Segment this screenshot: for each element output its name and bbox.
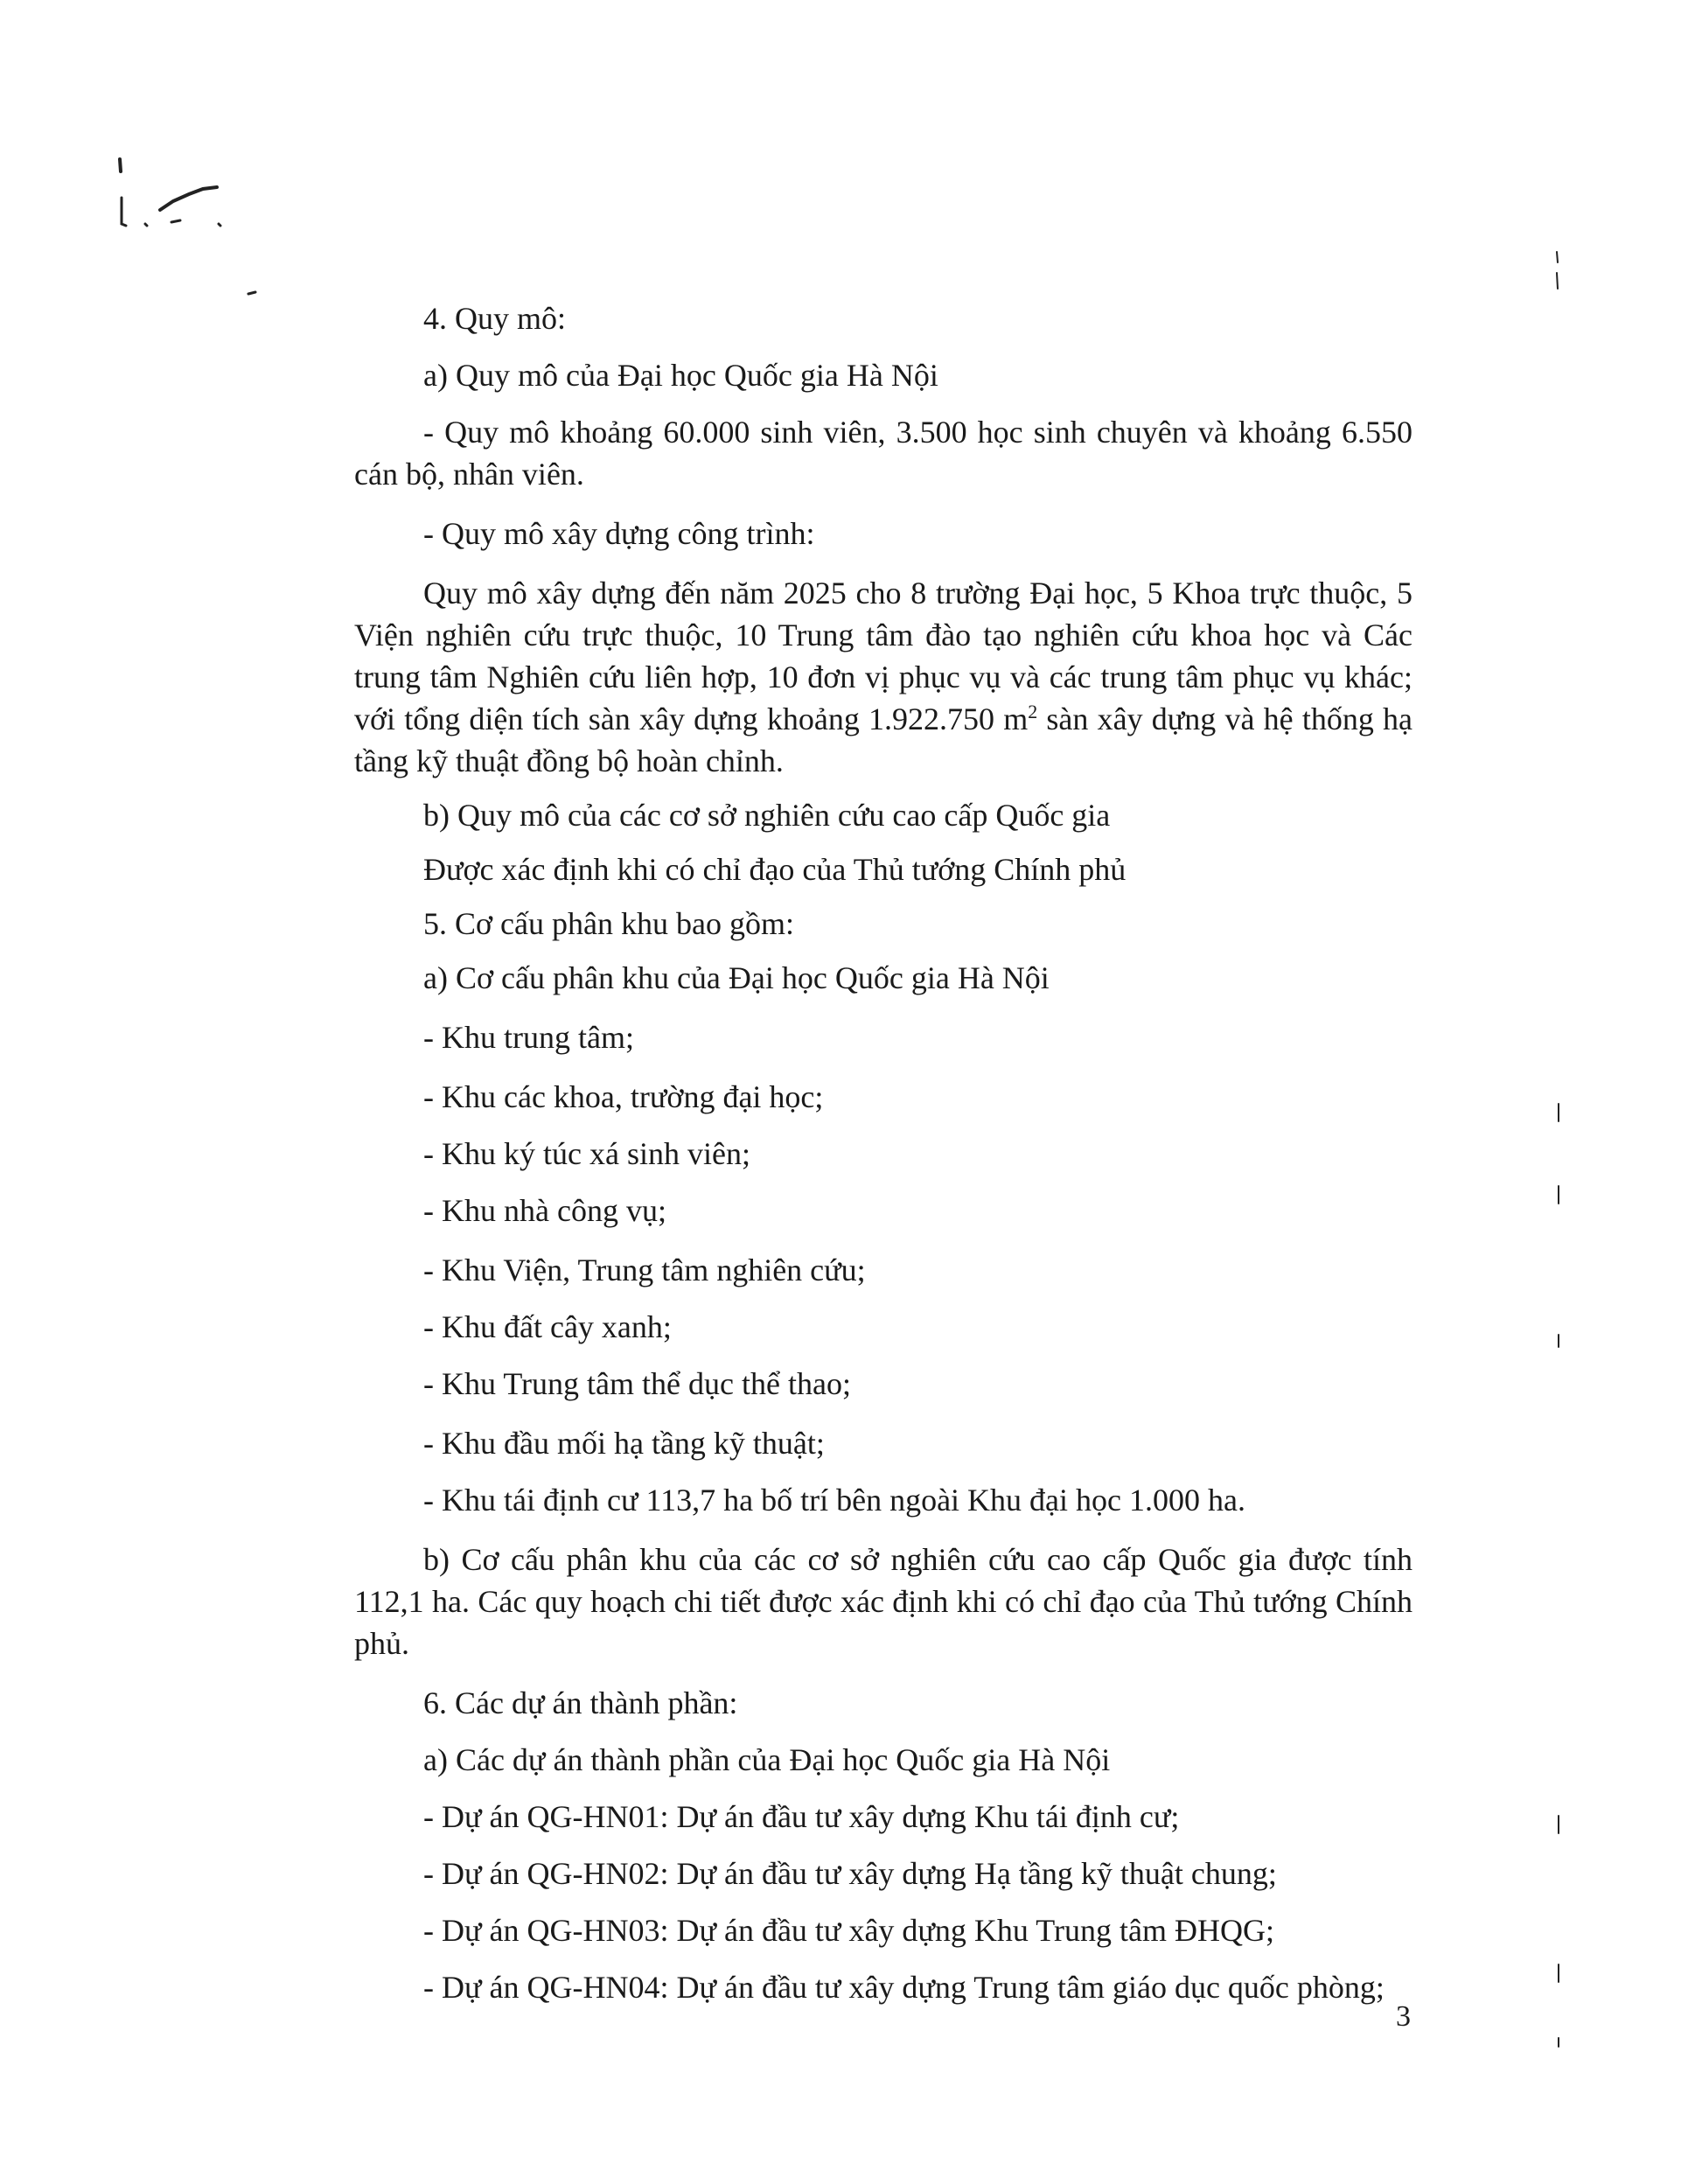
list-item-project: - Dự án QG-HN03: Dự án đầu tư xây dựng Khu Trung tâm ĐHQG; [423, 1913, 1274, 1948]
paragraph-section-5b: b) Cơ cấu phân khu của các cơ sở nghiên cứu cao cấp Quốc gia được tính 112,1 ha. Các quy hoạch chi tiết được xác định khi có chỉ đạo của Thủ tướng Chính phủ. [354, 1542, 1412, 1661]
section-5-heading: 5. Cơ cấu phân khu bao gồm: [423, 906, 794, 941]
list-item-project: - Dự án QG-HN02: Dự án đầu tư xây dựng Hạ tầng kỹ thuật chung; [423, 1856, 1277, 1891]
section-6-heading: 6. Các dự án thành phần: [423, 1685, 738, 1720]
paragraph-construction-scale [354, 572, 1412, 782]
construction-scale-heading: - Quy mô xây dựng công trình: [423, 516, 815, 551]
list-item-zone: - Khu các khoa, trường đại học; [423, 1079, 824, 1114]
paragraph-student-scale: - Quy mô khoảng 60.000 sinh viên, 3.500 học sinh chuyên và khoảng 6.550 cán bộ, nhân viên. [354, 415, 1412, 492]
section-4b-heading: b) Quy mô của các cơ sở nghiên cứu cao cấp Quốc gia [423, 798, 1111, 833]
list-item-zone: - Khu trung tâm; [423, 1020, 634, 1055]
construction-scale-text: Quy mô xây dựng đến năm 2025 cho 8 trường Đại học, 5 Khoa trực thuộc, 5 Viện nghiên cứu trực thuộc, 10 Trung tâm đào tạo nghiên cứu khoa học và Các trung tâm Nghiên cứu liên hợp, 10 đơn vị phục vụ và các trung tâm phục vụ khác; với tổng diện tích sàn xây dựng khoảng 1.922.750 m [354, 576, 1412, 736]
construction-scale-tail: sàn xây dựng và hệ thống hạ tầng kỹ thuật đồng bộ hoàn chỉnh. [354, 701, 1412, 778]
list-item-project: - Dự án QG-HN01: Dự án đầu tư xây dựng Khu tái định cư; [423, 1799, 1180, 1834]
list-item-zone: - Khu tái định cư 113,7 ha bố trí bên ngoài Khu đại học 1.000 ha. [423, 1483, 1245, 1518]
square-meter-superscript: 2 [1028, 701, 1038, 722]
list-item-zone: - Khu nhà công vụ; [423, 1193, 666, 1228]
page-number: 3 [1396, 2000, 1411, 2033]
section-4-heading: 4. Quy mô: [423, 301, 567, 336]
list-item-zone: - Khu Viện, Trung tâm nghiên cứu; [423, 1252, 866, 1287]
section-5a-heading: a) Cơ cấu phân khu của Đại học Quốc gia Hà Nội [423, 960, 1050, 995]
list-item-zone: - Khu đất cây xanh; [423, 1309, 672, 1344]
list-item-zone: - Khu đầu mối hạ tầng kỹ thuật; [423, 1426, 825, 1461]
section-6a-heading: a) Các dự án thành phần của Đại học Quốc gia Hà Nội [423, 1742, 1111, 1777]
list-item-zone: - Khu ký túc xá sinh viên; [423, 1136, 750, 1171]
list-item-project: - Dự án QG-HN04: Dự án đầu tư xây dựng Trung tâm giáo dục quốc phòng; [423, 1970, 1385, 2005]
section-4a-heading: a) Quy mô của Đại học Quốc gia Hà Nội [423, 358, 938, 393]
paragraph-research-scale: Được xác định khi có chỉ đạo của Thủ tướng Chính phủ [423, 852, 1126, 887]
list-item-zone: - Khu Trung tâm thể dục thể thao; [423, 1366, 851, 1401]
document-body [354, 297, 1412, 2008]
